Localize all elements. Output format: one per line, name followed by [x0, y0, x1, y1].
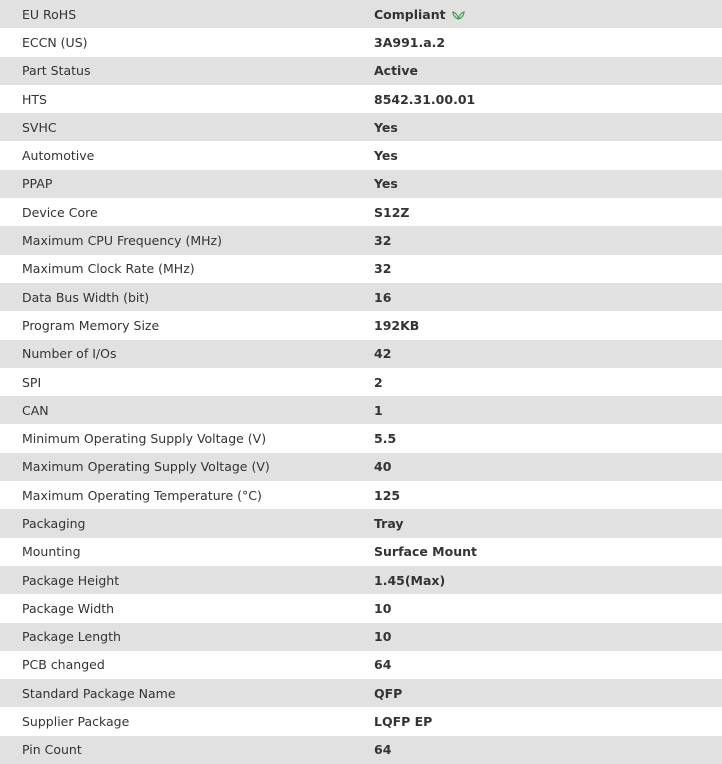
spec-name: Maximum Operating Supply Voltage (V): [22, 459, 270, 475]
spec-value-cell: [352, 85, 722, 113]
spec-value-cell: [352, 141, 722, 169]
spec-row: [0, 0, 722, 28]
spec-row: [0, 509, 722, 537]
spec-value: 16: [374, 289, 392, 305]
spec-row: [0, 85, 722, 113]
spec-name: Packaging: [22, 515, 86, 531]
spec-value-cell: [352, 28, 722, 56]
spec-name: HTS: [22, 91, 47, 107]
spec-value: 1.45(Max): [374, 572, 446, 588]
spec-value-cell: [352, 311, 722, 339]
spec-value: QFP: [374, 685, 403, 701]
spec-row: [0, 368, 722, 396]
spec-value: Yes: [374, 148, 398, 164]
spec-name: Number of I/Os: [22, 346, 117, 362]
spec-row: [0, 141, 722, 169]
spec-value-cell: [352, 396, 722, 424]
spec-value-cell: [352, 736, 722, 764]
spec-value: LQFP EP: [374, 714, 433, 730]
spec-value-cell: [352, 283, 722, 311]
spec-value: 10: [374, 629, 392, 645]
spec-name: SVHC: [22, 119, 57, 135]
spec-value: 64: [374, 657, 392, 673]
spec-name: Maximum Clock Rate (MHz): [22, 261, 195, 277]
spec-row: [0, 283, 722, 311]
spec-row: [0, 481, 722, 509]
spec-name: Supplier Package: [22, 714, 130, 730]
leaf-icon: [452, 9, 465, 20]
spec-row: [0, 453, 722, 481]
spec-name: Mounting: [22, 544, 81, 560]
spec-value: Tray: [374, 515, 404, 531]
spec-name: Maximum CPU Frequency (MHz): [22, 233, 222, 249]
spec-value: Active: [374, 63, 418, 79]
spec-value-cell: [352, 679, 722, 707]
spec-value-cell: [352, 340, 722, 368]
spec-value: 192KB: [374, 317, 420, 333]
spec-value: 64: [374, 742, 392, 758]
spec-row: [0, 340, 722, 368]
spec-value-cell: [352, 57, 722, 85]
spec-name: Minimum Operating Supply Voltage (V): [22, 431, 267, 447]
spec-row: [0, 566, 722, 594]
spec-row: [0, 226, 722, 254]
spec-value-cell: [352, 651, 722, 679]
spec-name: Program Memory Size: [22, 317, 160, 333]
spec-row: [0, 396, 722, 424]
spec-value: 42: [374, 346, 392, 362]
spec-name: Automotive: [22, 148, 95, 164]
spec-value-cell: [352, 255, 722, 283]
spec-value: Yes: [374, 176, 398, 192]
spec-name: CAN: [22, 402, 49, 418]
spec-name: Pin Count: [22, 742, 82, 758]
spec-value: 8542.31.00.01: [374, 91, 476, 107]
spec-value-cell: [352, 538, 722, 566]
spec-value: Surface Mount: [374, 544, 477, 560]
spec-value-cell: [352, 566, 722, 594]
spec-value: 32: [374, 233, 392, 249]
spec-name: ECCN (US): [22, 34, 88, 50]
spec-row: [0, 28, 722, 56]
spec-value-cell: [352, 368, 722, 396]
spec-row: [0, 679, 722, 707]
spec-value: 1: [374, 402, 383, 418]
spec-row: [0, 707, 722, 735]
spec-row: [0, 311, 722, 339]
spec-row: [0, 198, 722, 226]
spec-name: PCB changed: [22, 657, 105, 673]
spec-name: PPAP: [22, 176, 53, 192]
spec-value-cell: [352, 453, 722, 481]
spec-value: 40: [374, 459, 392, 475]
spec-name: Data Bus Width (bit): [22, 289, 150, 305]
spec-value-cell: [352, 509, 722, 537]
spec-value-cell: [352, 594, 722, 622]
spec-name: SPI: [22, 374, 42, 390]
spec-row: [0, 623, 722, 651]
spec-name: Package Length: [22, 629, 121, 645]
spec-row: [0, 255, 722, 283]
spec-value-cell: [352, 113, 722, 141]
spec-row: [0, 113, 722, 141]
spec-value: 32: [374, 261, 392, 277]
spec-value-cell: [352, 0, 722, 28]
spec-name: Package Width: [22, 600, 115, 616]
spec-value: 3A991.a.2: [374, 34, 446, 50]
spec-row: [0, 538, 722, 566]
spec-value: Compliant: [374, 6, 446, 22]
spec-row: [0, 170, 722, 198]
spec-value: 125: [374, 487, 401, 503]
spec-value-cell: [352, 424, 722, 452]
spec-name: Device Core: [22, 204, 98, 220]
spec-value-cell: [352, 623, 722, 651]
spec-value: 2: [374, 374, 383, 390]
spec-row: [0, 57, 722, 85]
spec-name: Part Status: [22, 63, 91, 79]
spec-row: [0, 424, 722, 452]
spec-value-cell: [352, 226, 722, 254]
spec-row: [0, 736, 722, 764]
spec-value-cell: [352, 170, 722, 198]
spec-value: 5.5: [374, 431, 397, 447]
spec-name: Standard Package Name: [22, 685, 176, 701]
spec-value-cell: [352, 707, 722, 735]
spec-row: [0, 594, 722, 622]
spec-name: Maximum Operating Temperature (°C): [22, 487, 262, 503]
spec-value: 10: [374, 600, 392, 616]
spec-value-cell: [352, 481, 722, 509]
spec-value: Yes: [374, 119, 398, 135]
spec-name: Package Height: [22, 572, 120, 588]
spec-value-cell: [352, 198, 722, 226]
spec-value: S12Z: [374, 204, 410, 220]
spec-row: [0, 651, 722, 679]
spec-name: EU RoHS: [22, 6, 77, 22]
